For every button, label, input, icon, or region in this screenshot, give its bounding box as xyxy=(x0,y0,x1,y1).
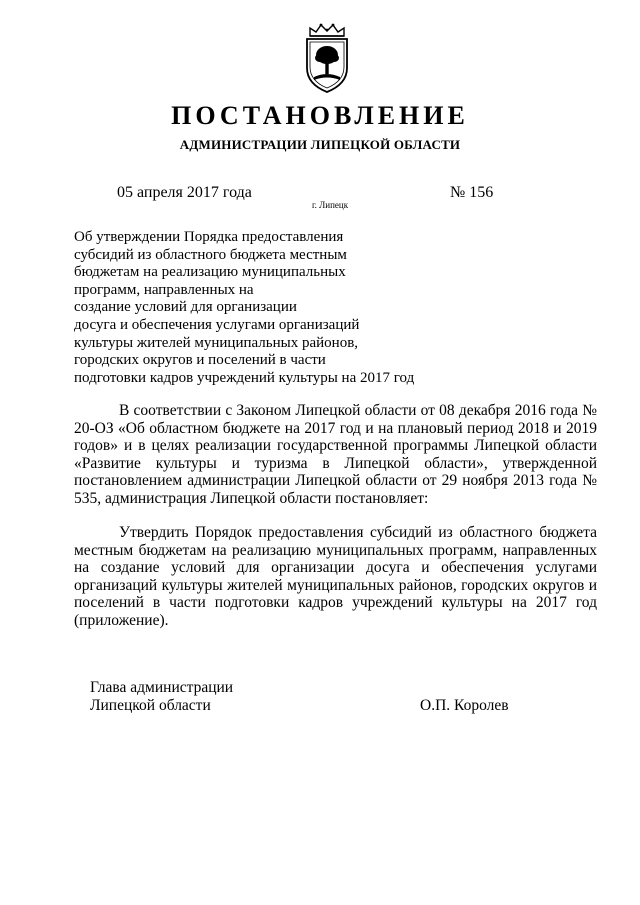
document-number: № 156 xyxy=(450,184,494,201)
resolution-paragraph: Утвердить Порядок предоставления субсидий из областного бюджета местным бюджетам на реализацию муниципальных программ, направленных на создание условий для организации досуга и обеспечения услугами организаций культуры жителей муниципальных районов, городских округов и поселений в части подготовки кадров учреждений культуры на 2017 год (приложение). xyxy=(74,524,597,629)
subject-line: культуры жителей муниципальных районов, xyxy=(74,334,359,351)
document-subject xyxy=(74,229,474,387)
subject-line: субсидий из областного бюджета местным xyxy=(74,246,347,263)
signatory-position-line: Липецкой области xyxy=(90,697,211,714)
subject-line: Об утверждении Порядка предоставления xyxy=(74,229,344,245)
subject-line: подготовки кадров учреждений культуры на 2017 год xyxy=(74,369,415,386)
coat-of-arms-icon xyxy=(298,22,356,94)
preamble-paragraph: В соответствии с Законом Липецкой области от 08 декабря 2016 года № 20-ОЗ «Об областном бюджете на 2017 год и на плановый период 2018 и 2019 годов» и в целях реализации государственной программы Липецкой области «Развитие культуры и туризма в Липецкой области», утвержденной постановлением администрации Липецкой области от 29 ноября 2013 года № 535, администрация Липецкой области постановляет: xyxy=(74,402,597,507)
subject-line: бюджетам на реализацию муниципальных xyxy=(74,264,346,281)
signatory-position xyxy=(90,679,233,715)
subject-line: создание условий для организации xyxy=(74,299,297,316)
subject-line: городских округов и поселений в части xyxy=(74,352,326,369)
signatory-position-line: Глава администрации xyxy=(90,679,234,696)
signatory-name: О.П. Королев xyxy=(420,697,509,714)
document-title: ПОСТАНОВЛЕНИЕ xyxy=(171,101,469,130)
document-city: г. Липецк xyxy=(312,200,349,210)
document-date: 05 апреля 2017 года xyxy=(117,184,252,201)
subject-line: досуга и обеспечения услугами организаций xyxy=(74,316,360,333)
document-issuer: АДМИНИСТРАЦИИ ЛИПЕЦКОЙ ОБЛАСТИ xyxy=(179,137,461,152)
subject-line: программ, направленных на xyxy=(74,281,254,298)
